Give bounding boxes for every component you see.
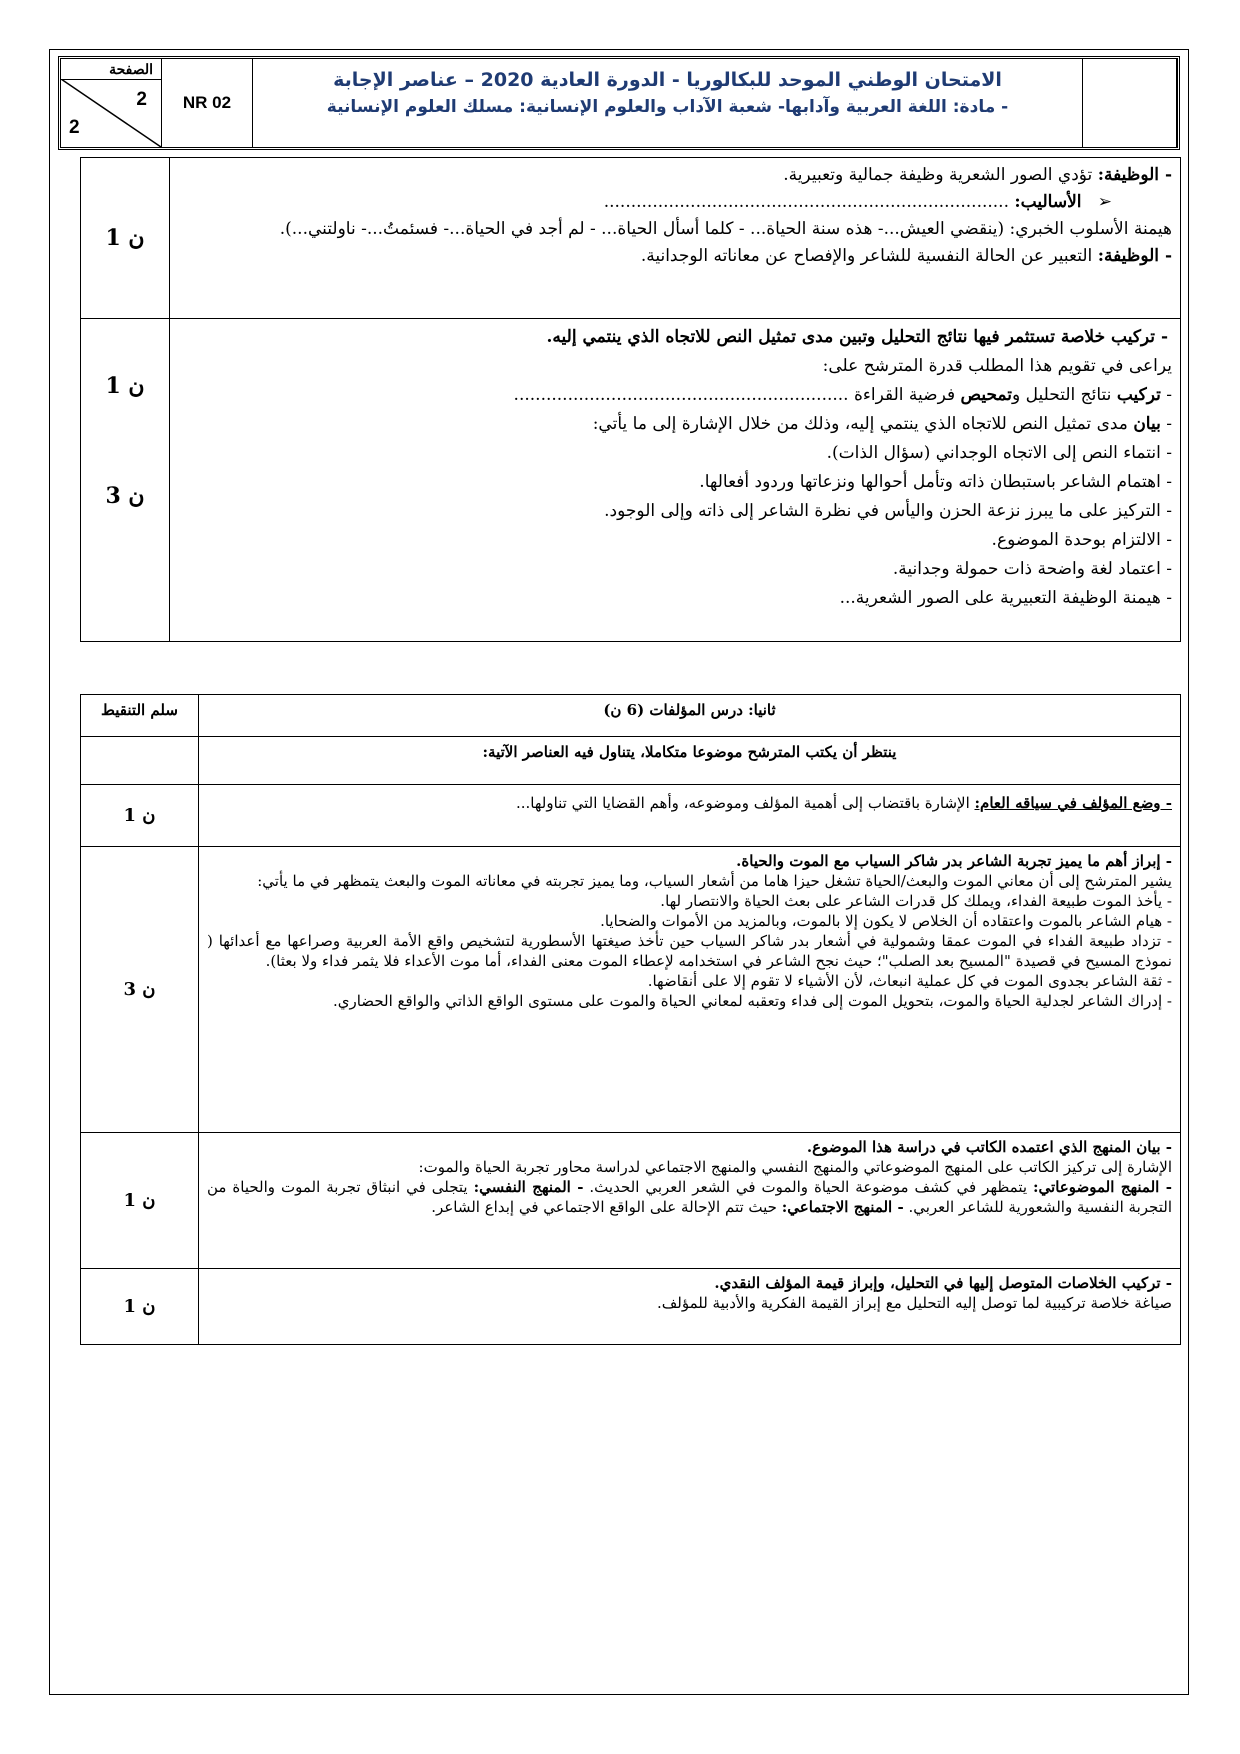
- text: فرضية القراءة ..............................................................: [513, 385, 961, 405]
- empty-box: [1083, 59, 1177, 147]
- answer-table-1: [80, 157, 1181, 642]
- mark-cell: [81, 1133, 199, 1269]
- table-row: [81, 158, 1181, 319]
- empty-cell: [81, 737, 199, 785]
- method-text: يتجلى في انبثاق تجربة الموت والحياة من التجربة النفسية والشعورية للشاعر العربي.: [207, 1178, 1172, 1216]
- answer-cell: [170, 319, 1181, 642]
- mark-cell: [81, 319, 170, 642]
- method-label: - المنهج الموضوعاتي:: [1033, 1178, 1172, 1196]
- experience-intro: يشير المترشح إلى أن معاني الموت والبعث/الحياة تشغل حيزا هاما من أشعار السياب، وما يميز تجربته في معاناته الموت والبعث يتمظهر في ما يأتي:: [257, 872, 1172, 890]
- exam-subject: - مادة: اللغة العربية وآدابها- شعبة الآداب والعلوم الإنسانية: مسلك العلوم الإنسانية: [326, 97, 1009, 117]
- marks-column-header: سلم التنقيط: [81, 695, 199, 737]
- table-row: [81, 1269, 1181, 1345]
- method-label: - المنهج الاجتماعي:: [781, 1198, 904, 1216]
- table-row: [81, 1133, 1181, 1269]
- exam-code: NR 02: [162, 59, 253, 147]
- page-label: الصفحة: [109, 61, 153, 77]
- function-text: تؤدي الصور الشعرية وظيفة جمالية وتعبيرية.: [783, 165, 1098, 185]
- styles-label: الأساليب:: [1014, 192, 1082, 212]
- arrow-bullet-icon: ➢: [1097, 192, 1112, 212]
- answer-cell: [199, 1269, 1181, 1345]
- mark-value: 3 ن: [123, 979, 156, 1000]
- section-title: ثانيا: درس المؤلفات (6 ن): [199, 695, 1181, 737]
- list-item: - تزداد طبيعة الفداء في الموت عمقا وشمولية في أشعار بدر شاكر السياب حين تأخذ صيغتها الأسطورية لتشخيص واقع الأمة العربية وصراعها مع أعدائها ( نموذج المسيح في قصيدة "المسيح بعد الصلب"؛ حيث نجح الشاعر في استخدامه لإعطاء الموت معنى الفداء، أما موت الأعداء فلا يثمر فداء ولا بعثا).: [207, 932, 1172, 970]
- dash: -: [1160, 385, 1172, 405]
- mark-cell: [81, 1269, 199, 1345]
- page-number: 2: [136, 89, 147, 110]
- method-intro: الإشارة إلى تركيز الكاتب على المنهج الموضوعاتي والمنهج النفسي والمنهج الاجتماعي لدراسة محاور تجربة الحياة والموت:: [418, 1158, 1172, 1176]
- answer-cell: [199, 785, 1181, 847]
- method-text: يتمظهر في كشف موضوعة الحياة والموت في الشعر العربي الحديث.: [583, 1178, 1034, 1196]
- bold-term: بيان: [1133, 414, 1161, 434]
- answer-cell: [170, 158, 1181, 319]
- method-text: حيث تتم الإحالة على الواقع الاجتماعي في إبداع الشاعر.: [431, 1198, 782, 1216]
- mark-value: 1 ن: [123, 1296, 156, 1317]
- context-label: - وضع المؤلف في سياقه العام:: [974, 794, 1172, 812]
- list-item: - انتماء النص إلى الاتجاه الوجداني (سؤال الذات).: [826, 443, 1172, 463]
- dash: -: [1160, 414, 1172, 434]
- conclusion-text: صياغة خلاصة تركيبية لما توصل إليه التحليل مع إبراز القيمة الفكرية والأدبية للمؤلف.: [656, 1294, 1172, 1312]
- mark-value: 1 ن: [123, 805, 156, 826]
- list-item: - يأخذ الموت طبيعة الفداء، ويملك كل قدرات الشاعر على بعث الحياة والانتصار لها.: [660, 892, 1172, 910]
- list-item: - الالتزام بوحدة الموضوع.: [991, 530, 1172, 550]
- method-label: - المنهج النفسي:: [473, 1178, 584, 1196]
- table-row: [81, 737, 1181, 785]
- list-item: - اهتمام الشاعر باستبطان ذاته وتأمل أحوالها ونزعاتها وردود أفعالها.: [699, 472, 1172, 492]
- page-total: 2: [69, 117, 80, 138]
- text: نتائج التحليل و: [1012, 385, 1117, 405]
- bold-term: تركيب: [1116, 385, 1161, 405]
- table-row: [81, 319, 1181, 642]
- answer-cell: [199, 1133, 1181, 1269]
- exam-title-box: [253, 59, 1083, 147]
- table-row: [81, 785, 1181, 847]
- mark-value: 1 ن: [123, 1190, 156, 1211]
- list-item: - التركيز على ما يبرز نزعة الحزن واليأس في نظرة الشاعر إلى ذاته وإلى الوجود.: [604, 501, 1172, 521]
- list-item: - اعتماد لغة واضحة ذات حمولة وجدانية.: [892, 559, 1172, 579]
- function-text-2: التعبير عن الحالة النفسية للشاعر والإفصاح عن معاناته الوجدانية.: [640, 246, 1098, 266]
- section-intro: ينتظر أن يكتب المترشح موضوعا متكاملا، يتناول فيه العناصر الآتية:: [199, 737, 1181, 785]
- mark-value: 1 ن: [105, 225, 145, 251]
- answer-table-2: [80, 694, 1181, 1345]
- mark-value-a: 1 ن: [105, 373, 145, 399]
- method-heading: - بيان المنهج الذي اعتمده الكاتب في دراسة هذا الموضوع.: [806, 1138, 1172, 1156]
- mark-cell: [81, 847, 199, 1133]
- synthesis-heading: - تركيب خلاصة تستثمر فيها نتائج التحليل وتبين مدى تمثيل النص للاتجاه الذي ينتمي إليه.: [546, 327, 1168, 347]
- conclusion-heading: - تركيب الخلاصات المتوصل إليها في التحليل، وإبراز قيمة المؤلف النقدي.: [714, 1274, 1172, 1292]
- function-label-2: - الوظيفة:: [1097, 246, 1172, 266]
- styles-text: هيمنة الأسلوب الخبري: (ينقضي العيش...- هذه سنة الحياة... - كلما أسأل الحياة... - لم أجد في الحياة...- فسئمتُ...- ناولتني...).: [279, 219, 1172, 239]
- synthesis-intro: يراعى في تقويم هذا المطلب قدرة المترشح على:: [822, 356, 1172, 376]
- list-item: - إدراك الشاعر لجدلية الحياة والموت، بتحويل الموت إلى فداء وتعقبه لمعاني الحياة والموت على مستوى الواقع الذاتي والواقع الحضاري.: [332, 992, 1172, 1010]
- exam-title: الامتحان الوطني الموحد للبكالوريا - الدورة العادية 2020 – عناصر الإجابة: [333, 69, 1002, 91]
- mark-cell: [81, 785, 199, 847]
- context-text: الإشارة باقتضاب إلى أهمية المؤلف وموضوعه، وأهم القضايا التي تناولها...: [515, 794, 975, 812]
- styles-dots: ...........................................................................: [603, 192, 1015, 212]
- page-number-box: [61, 59, 162, 147]
- text: مدى تمثيل النص للاتجاه الذي ينتمي إليه، وذلك من خلال الإشارة إلى ما يأتي:: [592, 414, 1134, 434]
- table-header-row: [81, 695, 1181, 737]
- experience-heading: - إبراز أهم ما يميز تجربة الشاعر بدر شاكر السياب مع الموت والحياة.: [736, 852, 1172, 870]
- mark-value-b: 3 ن: [105, 483, 145, 509]
- list-item: - هيام الشاعر بالموت واعتقاده أن الخلاص لا يكون إلا بالموت، وبالمزيد من الأموات والضحايا.: [600, 912, 1172, 930]
- mark-cell: [81, 158, 170, 319]
- bold-term: تمحيص: [960, 385, 1012, 405]
- list-item: - ثقة الشاعر بجدوى الموت في كل عملية انبعاث، لأن الأشياء لا تقوم إلا على أنقاضها.: [647, 972, 1172, 990]
- answer-cell: [199, 847, 1181, 1133]
- function-label: - الوظيفة:: [1097, 165, 1172, 185]
- list-item: - هيمنة الوظيفة التعبيرية على الصور الشعرية...: [839, 588, 1172, 608]
- exam-header: [58, 56, 1180, 150]
- table-row: [81, 847, 1181, 1133]
